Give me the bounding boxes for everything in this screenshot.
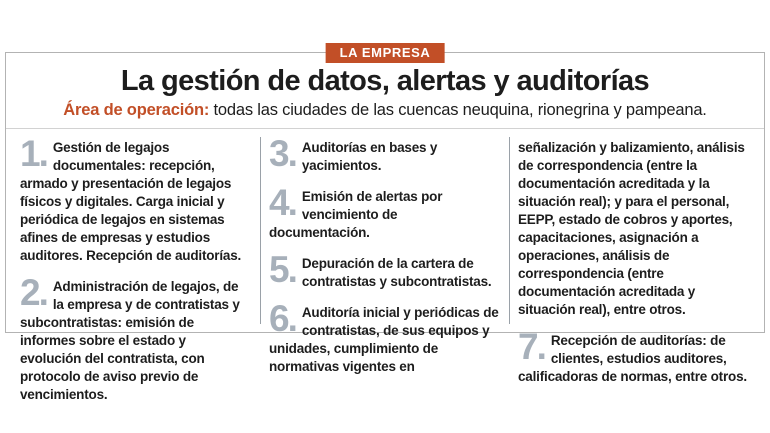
column-2 [260,132,509,374]
column-3 [509,137,758,384]
item-text: Auditorías en bases y yacimientos. [301,139,438,173]
list-item [269,297,499,376]
item-number: 7. [518,325,545,367]
page-title: La gestión de datos, alertas y auditorías [120,65,650,97]
item-text: Recepción de auditorías: de clientes, estudios auditores, calificadoras de normas, entre otros. [518,332,747,384]
item-number: 4. [269,181,296,223]
column-1 [12,132,260,402]
item-number: 3. [269,132,296,174]
list-item [269,181,499,242]
item-text: Administración de legajos, de la empresa y de contratistas y subcontratistas: emisión de informes sobre el estado y evolución del contratista, con protocolo de aviso previo de vencimientos. [20,278,240,402]
list-item [269,132,499,175]
item-text: Emisión de alertas por vencimiento de documentación. [269,188,443,240]
item-text: Depuración de la cartera de contratistas y subcontratistas. [301,255,492,289]
subtitle [6,101,764,121]
list-item [518,325,748,386]
area-text: todas las ciudades de las cuencas neuquina, rionegrina y pampeana. [209,100,707,119]
item-number: 1. [20,132,47,174]
item-number: 2. [20,271,47,313]
item-text: Gestión de legajos documentales: recepción, armado y presentación de legajos físicos y digitales. Carga inicial y periódica de legajos en sistemas afines de empresas y estudios auditores. Recepción de auditorías. [20,139,242,263]
columns-container [6,129,764,402]
item-number: 6. [269,297,296,339]
item-number: 5. [269,248,296,290]
list-item [20,271,250,404]
list-item [269,248,499,291]
info-card [5,45,765,402]
section-badge: LA EMPRESA [326,43,445,63]
area-label: Área de operación: [63,100,210,119]
list-item [20,132,250,265]
continuation-item [518,139,748,319]
continuation-text: señalización y balizamiento, análisis de correspondencia (entre la documentación acreditada y la situación real); y para el personal, EEPP, estado de cobros y aportes, capacitaciones, asignación a operaciones, análisis de correspondencia (entre documentación acreditada y situación real), entre otros. [518,139,745,317]
item-text: Auditoría inicial y periódicas de contratistas, de sus equipos y unidades, cumplimiento de normativas vigentes en [269,304,499,374]
